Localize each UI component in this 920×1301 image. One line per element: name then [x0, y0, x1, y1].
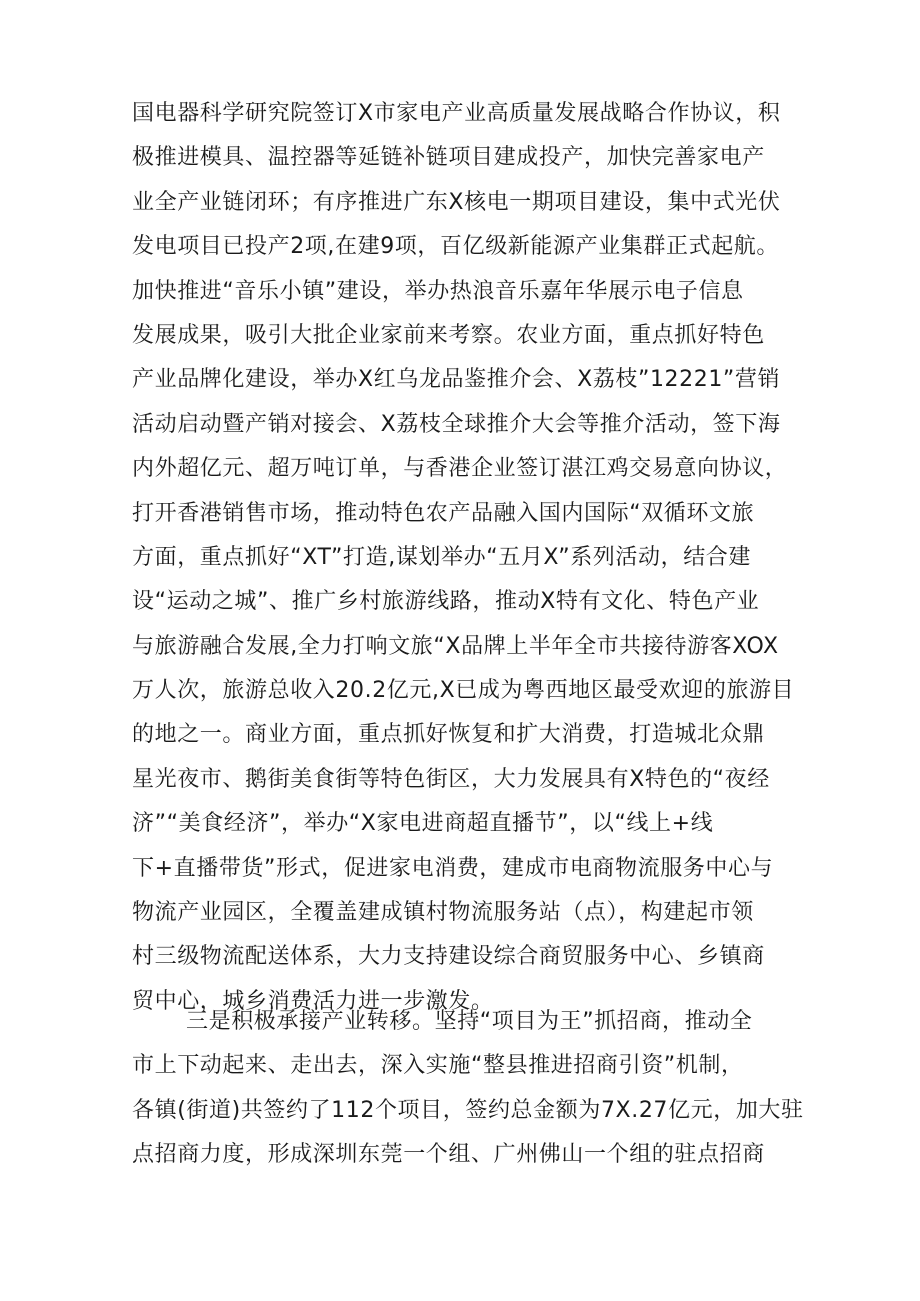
text-line: 济”“美食经济”，举办“X家电进商超直播节”，以“线上+线	[132, 811, 714, 837]
text-line-indented: 三是积极承接产业转移。坚持“项目为王”抓招商，推动全	[186, 1009, 753, 1034]
text-line: 业全产业链闭环；有序推进广东X核电一期项目建设，集中式光伏	[132, 189, 781, 215]
text-line: 产业品牌化建设，举办X红乌龙品鉴推介会、X荔枝”12221”营销	[132, 367, 781, 393]
text-line: 发展成果，吸引大批企业家前来考察。农业方面，重点抓好特色	[132, 322, 765, 348]
text-line: 贸中心，城乡消费活力进一步激发。	[132, 988, 494, 1014]
text-line: 与旅游融合发展,全力打响文旅“X品牌上半年全市共接待游客XOX	[132, 633, 779, 659]
text-line: 点招商力度，形成深圳东莞一个组、广州佛山一个组的驻点招商	[132, 1142, 765, 1168]
text-line: 的地之一。商业方面，重点抓好恢复和扩大消费，打造城北众鼎	[132, 722, 765, 748]
text-line: 加快推进“音乐小镇”建设，举办热浪音乐嘉年华展示电子信息	[132, 278, 744, 304]
text-line: 极推进模具、温控器等延链补链项目建成投产，加快完善家电产	[132, 145, 765, 171]
text-line: 村三级物流配送体系，大力支持建设综合商贸服务中心、乡镇商	[132, 944, 765, 970]
paragraph-industry-transfer	[132, 1000, 804, 1178]
text-line: 发电项目已投产2项,在建9项，百亿级新能源产业集群正式起航。	[132, 234, 779, 260]
text-line: 方面，重点抓好“XT”打造,谋划举办“五月X”系列活动，结合建	[132, 544, 752, 570]
text-line: 万人次，旅游总收入20.2亿元,X已成为粤西地区最受欢迎的旅游目	[132, 678, 795, 704]
text-line: 国电器科学研究院签订X市家电产业高质量发展战略合作协议，积	[132, 101, 781, 126]
text-line: 活动启动暨产销对接会、X荔枝全球推介大会等推介活动，签下海	[132, 411, 781, 437]
text-line: 设“运动之城”、推广乡村旅游线路，推动X特有文化、特色产业	[132, 589, 760, 615]
text-line: 市上下动起来、走出去，深入实施“整县推进招商引资”机制，	[132, 1053, 744, 1079]
text-line: 星光夜市、鹅街美食街等特色街区，大力发展具有X特色的“夜经	[132, 766, 770, 792]
text-line: 各镇(街道)共签约了112个项目，签约总金额为7X.27亿元，加大驻	[132, 1097, 804, 1123]
text-line: 物流产业园区，全覆盖建成镇村物流服务站（点），构建起市领	[132, 900, 754, 926]
paragraph-industry-agriculture-tourism-commerce	[132, 92, 804, 1024]
text-line: 下+直播带货”形式，促进家电消费，建成市电商物流服务中心与	[132, 855, 774, 881]
text-line: 打开香港销售市场，推动特色农产品融入国内国际“双循环文旅	[132, 500, 755, 526]
text-line: 内外超亿元、超万吨订单，与香港企业签订湛江鸡交易意向协议，	[132, 456, 788, 482]
